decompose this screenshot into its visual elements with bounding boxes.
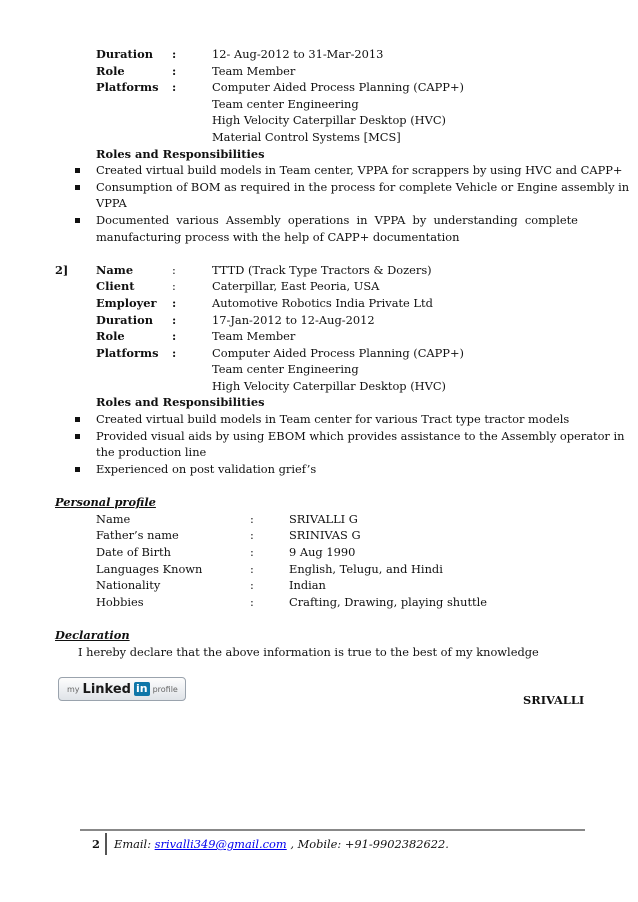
bullet-icon [75,168,80,173]
page-number: 2 [92,837,100,851]
bullet-icon [75,218,80,223]
field-label: Name [96,263,134,277]
field-label: Role [96,64,125,78]
colon: : [172,64,177,78]
colon: : [172,329,177,343]
field-label: Duration [96,47,154,61]
word: complete [524,213,578,227]
bullet-icon [75,434,80,439]
colon: : [172,80,177,94]
word: by [412,213,427,227]
field-value: Team Member [212,64,296,78]
profile-value: 9 Aug 1990 [289,545,356,559]
email-link[interactable]: srivalli349@gmail.com [154,837,287,851]
platform-item: Team center Engineering [212,362,359,376]
profile-label: Date of Birth [96,545,171,559]
word: Assembly [225,213,281,227]
profile-value: Indian [289,578,326,592]
role-item: Created virtual build models in Team center for various Tract type tractor models [96,412,570,426]
field-label: Platforms [96,346,159,360]
field-label: Duration [96,313,154,327]
colon: : [250,528,254,542]
colon: : [172,296,177,310]
field-value: Caterpillar, East Peoria, USA [212,279,380,293]
platform-item: High Velocity Caterpillar Desktop (HVC) [212,113,446,127]
word: Documented [96,213,170,227]
project-number: 2] [55,263,69,277]
role-item-cont: manufacturing process with the help of CAPP+ documentation [96,230,460,244]
field-value: 12- Aug-2012 to 31-Mar-2013 [212,47,384,61]
field-label: Employer [96,296,157,310]
field-value: Computer Aided Process Planning (CAPP+) [212,346,464,360]
field-label: Client [96,279,135,293]
field-value: 17-Jan-2012 to 12-Aug-2012 [212,313,375,327]
bullet-icon [75,185,80,190]
platform-item: Team center Engineering [212,97,359,111]
field-value: Automotive Robotics India Private Ltd [212,296,433,310]
bullet-icon [75,417,80,422]
role-item: Experienced on post validation grief’s [96,462,317,476]
declaration-text: I hereby declare that the above information is true to the best of my knowledge [78,645,539,659]
roles-heading: Roles and Responsibilities [96,147,265,161]
colon: : [172,313,177,327]
footer-contact [114,836,449,852]
field-value: Computer Aided Process Planning (CAPP+) [212,80,464,94]
profile-label: Languages Known [96,562,203,576]
linkedin-in-icon: in [135,682,148,695]
colon: : [250,578,254,592]
colon: : [250,595,254,609]
role-item: Consumption of BOM as required in the process for complete Vehicle or Engine assembly in [96,180,630,194]
colon: : [250,562,254,576]
role-item-cont: the production line [96,445,207,459]
footer-divider [80,829,585,831]
colon: : [172,346,177,360]
profile-value: SRIVALLI G [289,512,358,526]
linkedin-profile-button[interactable] [58,677,186,701]
profile-label: Father’s name [96,528,179,542]
role-item-justified [96,212,578,228]
linkedin-my-text: my [67,684,80,694]
colon: : [250,545,254,559]
platform-item: Material Control Systems [MCS] [212,130,401,144]
footer-page-separator [105,833,107,855]
email-label: Email: [114,837,155,851]
profile-value: Crafting, Drawing, playing shuttle [289,595,487,609]
profile-value: English, Telugu, and Hindi [289,562,443,576]
mobile-text: , Mobile: +91-9902382622. [286,837,449,851]
signature-name: SRIVALLI [523,693,585,707]
roles-heading: Roles and Responsibilities [96,395,265,409]
section-heading: Declaration [55,628,130,642]
linkedin-profile-text: profile [152,684,178,694]
profile-value: SRINIVAS G [289,528,361,542]
field-label: Role [96,329,125,343]
colon: : [172,47,177,61]
colon: : [172,279,176,293]
field-label: Platforms [96,80,159,94]
profile-label: Nationality [96,578,161,592]
profile-label: Hobbies [96,595,144,609]
word: VPPA [374,213,406,227]
word: in [356,213,368,227]
role-item-cont: VPPA [96,196,127,210]
bullet-icon [75,467,80,472]
colon: : [172,263,176,277]
role-item: Provided visual aids by using EBOM which provides assistance to the Assembly operator in [96,429,625,443]
profile-label: Name [96,512,131,526]
word: operations [287,213,350,227]
colon: : [250,512,254,526]
platform-item: High Velocity Caterpillar Desktop (HVC) [212,379,446,393]
word: various [176,213,219,227]
role-item: Created virtual build models in Team center, VPPA for scrappers by using HVC and CAPP+ [96,163,623,177]
word: understanding [433,213,518,227]
field-value: TTTD (Track Type Tractors & Dozers) [212,263,432,277]
field-value: Team Member [212,329,296,343]
linkedin-logo-text: Linked [82,681,131,697]
section-heading: Personal profile [55,495,156,509]
